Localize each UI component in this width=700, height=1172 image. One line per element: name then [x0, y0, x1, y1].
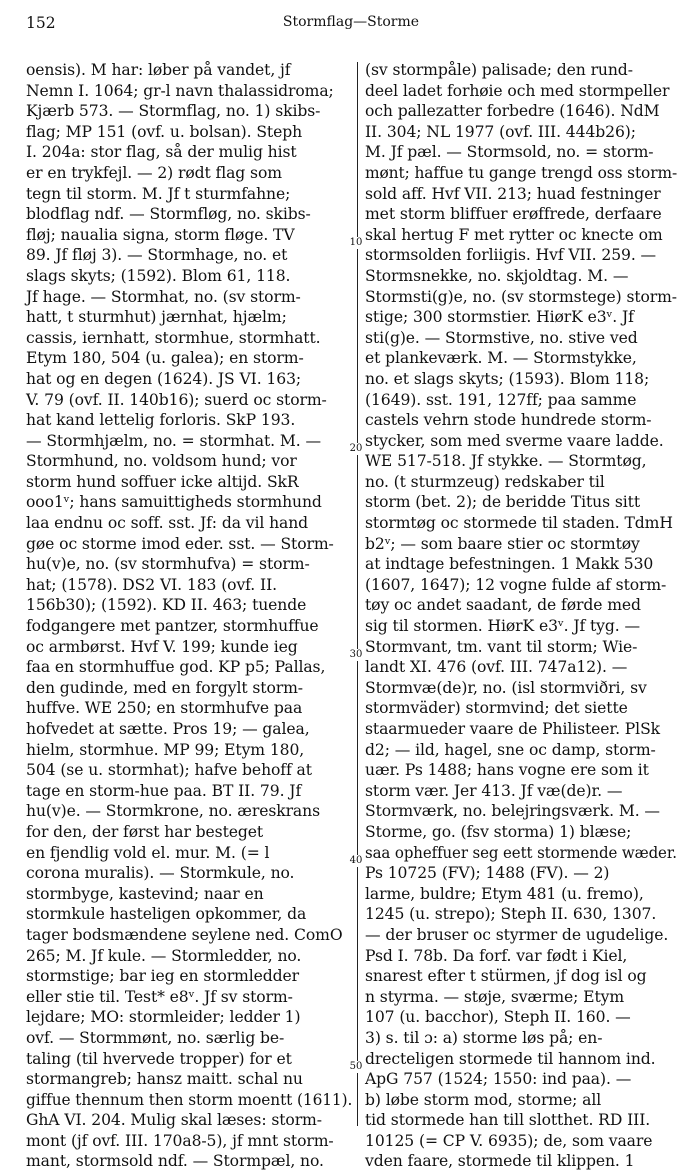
text-line: no. et slags skyts; (1593). Blom 118; — [365, 369, 650, 388]
text-line: 89. Jf fløj 3). — Stormhage, no. et — [26, 246, 288, 265]
text-line: Ps 10725 (FV); 1488 (FV). — 2) — [365, 864, 610, 883]
text-line: blodflag ndf. — Stormfløg, no. skibs- — [26, 205, 311, 224]
text-line: Jf hage. — Stormhat, no. (sv storm- — [26, 287, 301, 306]
text-line: vden faare, stormede til klippen. 1 — [365, 1152, 635, 1171]
text-line: 156b30); (1592). KD II. 463; tuende — [26, 596, 307, 615]
text-line: en fjendlig vold el. mur. M. (= l — [26, 843, 270, 862]
text-line: hofvedet at sætte. Pros 19; — galea, — [26, 720, 310, 738]
text-line: 3) s. til ɔ: a) storme løs på; en- — [365, 1028, 603, 1047]
text-line: oc armbørst. Hvf V. 199; kunde ieg — [26, 637, 298, 656]
text-line: skal hertug F met rytter oc knecte om — [365, 225, 663, 244]
text-line: — Stormhjælm, no. = stormhat. M. — — [26, 431, 321, 450]
text-line: drecteligen stormede til hannom ind. — [365, 1049, 656, 1068]
text-line: stormkule hasteligen opkommer, da — [26, 905, 307, 924]
text-line: saa opheffuer seg eett stormende wæder. — [365, 843, 677, 862]
text-line: stormbyge, kastevind; naar en — [26, 884, 264, 903]
text-line: mant, stormsold ndf. — Stormpæl, no. — [26, 1152, 324, 1171]
text-line: stycker, som med sverme vaare ladde. — [365, 431, 664, 450]
text-line: staarmueder vaare de Philisteer. PlSk — [365, 720, 660, 738]
text-line: tegn til storm. M. Jf t sturmfahne; — [26, 184, 291, 203]
page-header — [26, 8, 676, 34]
text-line: 265; M. Jf kule. — Stormledder, no. — [26, 946, 302, 965]
text-line: slags skyts; (1592). Blom 61, 118. — [26, 266, 291, 285]
text-line: Etym 180, 504 (u. galea); en storm- — [26, 349, 304, 368]
text-line: II. 304; NL 1977 (ovf. III. 444b26); — [365, 122, 636, 141]
text-line: larme, buldre; Etym 481 (u. fremo), — [365, 884, 644, 903]
text-line: taling (til hvervede tropper) for et — [26, 1049, 292, 1068]
text-line: d2; — ild, hagel, sne oc damp, storm- — [365, 740, 656, 759]
page-number: 152 — [26, 14, 56, 32]
text-line: er en trykfejl. — 2) rødt flag som — [26, 163, 282, 182]
text-line: tøy oc andet saadant, de førde med — [365, 596, 641, 615]
text-line: hatt, t sturmhut) jærnhat, hjælm; — [26, 308, 287, 327]
text-line: snarest efter t stürmen, jf dog isl og — [365, 967, 647, 986]
text-line: och pallezatter forbedre (1646). NdM — [365, 102, 660, 121]
text-line: stormangreb; hansz maitt. schal nu — [26, 1070, 303, 1089]
text-line: M. Jf pæl. — Stormsold, no. = storm- — [365, 143, 654, 162]
text-line: mønt; haffue tu gange trengd oss storm- — [365, 163, 678, 182]
text-line: hat kand lettelig forloris. SkP 193. — [26, 411, 296, 430]
line-number-20: 20 — [349, 443, 363, 454]
text-line: Stormsnekke, no. skjoldtag. M. — — [365, 266, 629, 285]
text-line: 504 (se u. stormhat); hafve behoff at — [26, 761, 312, 780]
text-line: 1245 (u. strepo); Steph II. 630, 1307. — [365, 905, 657, 924]
text-line: GhA VI. 204. Mulig skal læses: storm- — [26, 1111, 322, 1130]
text-line: I. 204a: stor flag, så der mulig hist — [26, 143, 297, 162]
text-line: WE 517-518. Jf stykke. — Stormtøg, — [365, 452, 647, 471]
text-line: fodgangere met pantzer, stormhuffue — [26, 617, 319, 636]
text-line: uær. Ps 1488; hans vogne ere som it — [365, 761, 649, 780]
text-line: flag; MP 151 (ovf. u. bolsan). Steph — [26, 122, 303, 141]
text-line: hu(v)e, no. (sv stormhufva) = storm- — [26, 555, 310, 574]
text-line: oensis). M har: løber på vandet, jf — [26, 61, 291, 79]
text-line: n styrma. — støje, sværme; Etym — [365, 987, 625, 1006]
text-line: Psd I. 78b. Da forf. var født i Kiel, — [365, 946, 628, 965]
text-line: storm (bet. 2); de beridde Titus sitt — [365, 493, 640, 512]
text-line: 10125 (= CP V. 6935); de, som vaare — [365, 1131, 653, 1150]
text-line: giffue thennum then storm moentt (1611). — [26, 1090, 353, 1109]
text-line: tage en storm-hue paa. BT II. 79. Jf — [26, 781, 302, 800]
text-line: deel ladet forhøie och med stormpeller — [365, 81, 670, 100]
text-line: V. 79 (ovf. II. 140b16); suerd oc storm- — [26, 390, 327, 409]
line-number-30: 30 — [349, 649, 363, 660]
text-line: hat; (1578). DS2 VI. 183 (ovf. II. — [26, 575, 277, 594]
text-line: storm hund soffuer icke altijd. SkR — [26, 472, 299, 491]
text-line: castels vehrn stode hundrede storm- — [365, 411, 652, 430]
text-line: for den, der først har besteget — [26, 822, 264, 841]
text-line: stormstige; bar ieg en stormledder — [26, 967, 300, 986]
text-line: sig til stormen. HiørK e3ᵛ. Jf tyg. — — [365, 617, 640, 636]
text-line: sold aff. Hvf VII. 213; huad festninger — [365, 184, 661, 203]
text-line: faa en stormhuffue god. KP p5; Pallas, — [26, 658, 326, 677]
text-line: — der bruser oc styrmer de ugudelige. — [365, 925, 669, 944]
text-line: ApG 757 (1524; 1550: ind paa). — — [365, 1070, 632, 1089]
column-divider — [357, 62, 358, 1126]
text-line: hielm, stormhue. MP 99; Etym 180, — [26, 740, 305, 759]
text-line: (1607, 1647); 12 vogne fulde af storm- — [365, 575, 667, 594]
text-line: hu(v)e. — Stormkrone, no. æreskrans — [26, 802, 320, 821]
text-line: mont (jf ovf. III. 170a8-5), jf mnt storm- — [26, 1131, 334, 1150]
left-column — [26, 60, 352, 1172]
text-line: hat og en degen (1624). JS VI. 163; — [26, 369, 302, 388]
text-line: stormsolden forliigis. Hvf VII. 259. — — [365, 246, 657, 265]
text-line: b) løbe storm mod, storme; all — [365, 1090, 602, 1109]
text-line: huffve. WE 250; en stormhufve paa — [26, 699, 303, 718]
text-line: tid stormede han till slotthet. RD III. — [365, 1111, 651, 1130]
text-line: fløj; naualia signa, storm fløge. TV — [26, 225, 295, 244]
text-line: corona muralis). — Stormkule, no. — [26, 864, 295, 883]
text-line: Stormvæ(de)r, no. (isl stormviðri, sv — [365, 678, 647, 697]
text-line: gøe oc storme imod eder. sst. — Storm- — [26, 534, 334, 553]
text-line: landt XI. 476 (ovf. III. 747a12). — — [365, 658, 628, 677]
text-line: den gudinde, med en forgylt storm- — [26, 678, 303, 697]
text-line: stige; 300 stormstier. HiørK e3ᵛ. Jf — [365, 308, 634, 327]
text-line: sti(g)e. — Stormstive, no. stive ved — [365, 328, 638, 347]
text-line: stormtøg oc stormede til staden. TdmH — [365, 514, 673, 533]
text-line: Stormsti(g)e, no. (sv stormstege) storm- — [365, 287, 677, 306]
text-line: lejdare; MO: stormleider; ledder 1) — [26, 1008, 301, 1027]
text-line: ovf. — Stormmønt, no. særlig be- — [26, 1028, 285, 1047]
text-line: eller stie til. Test* e8ᵛ. Jf sv storm- — [26, 987, 293, 1006]
running-head: Stormflag—Storme — [282, 14, 420, 30]
text-line: Nemn I. 1064; gr-l navn thalassidroma; — [26, 81, 334, 100]
text-line: tager bodsmændene seylene ned. ComO — [26, 925, 343, 944]
text-line: Stormhund, no. voldsom hund; vor — [26, 452, 297, 471]
text-line: Kjærb 573. — Stormflag, no. 1) skibs- — [26, 102, 321, 121]
text-line: no. (t sturmzeug) redskaber til — [365, 472, 605, 491]
text-line: Storme, go. (fsv storma) 1) blæse; — [365, 822, 632, 841]
text-line: stormväder) stormvind; det siette — [365, 699, 628, 718]
text-line: Stormvant, tm. vant til storm; Wie- — [365, 637, 638, 656]
text-line: storm vær. Jer 413. Jf væ(de)r. — — [365, 781, 623, 800]
text-line: cassis, iernhatt, stormhue, stormhatt. — [26, 328, 321, 347]
text-line: et plankeværk. M. — Stormstykke, — [365, 349, 637, 368]
text-line: at indtage befestningen. 1 Makk 530 — [365, 555, 654, 574]
line-number-40: 40 — [349, 855, 363, 866]
text-line: (1649). sst. 191, 127ff; paa samme — [365, 390, 637, 409]
right-column — [365, 60, 677, 1172]
text-line: Stormværk, no. belejringsværk. M. — — [365, 802, 660, 821]
text-line: laa endnu oc soff. sst. Jf: da vil hand — [26, 514, 309, 533]
text-line: met storm bliffuer erøffrede, derfaare — [365, 205, 662, 224]
text-line: ooo1ᵛ; hans samuittigheds stormhund — [26, 493, 322, 512]
line-number-10: 10 — [349, 237, 363, 248]
text-line: b2ᵛ; — som baare stier oc stormtøy — [365, 534, 640, 553]
text-line: (sv stormpåle) palisade; den rund- — [365, 61, 633, 79]
line-number-50: 50 — [349, 1061, 363, 1072]
text-line: 107 (u. bacchor), Steph II. 160. — — [365, 1008, 631, 1027]
